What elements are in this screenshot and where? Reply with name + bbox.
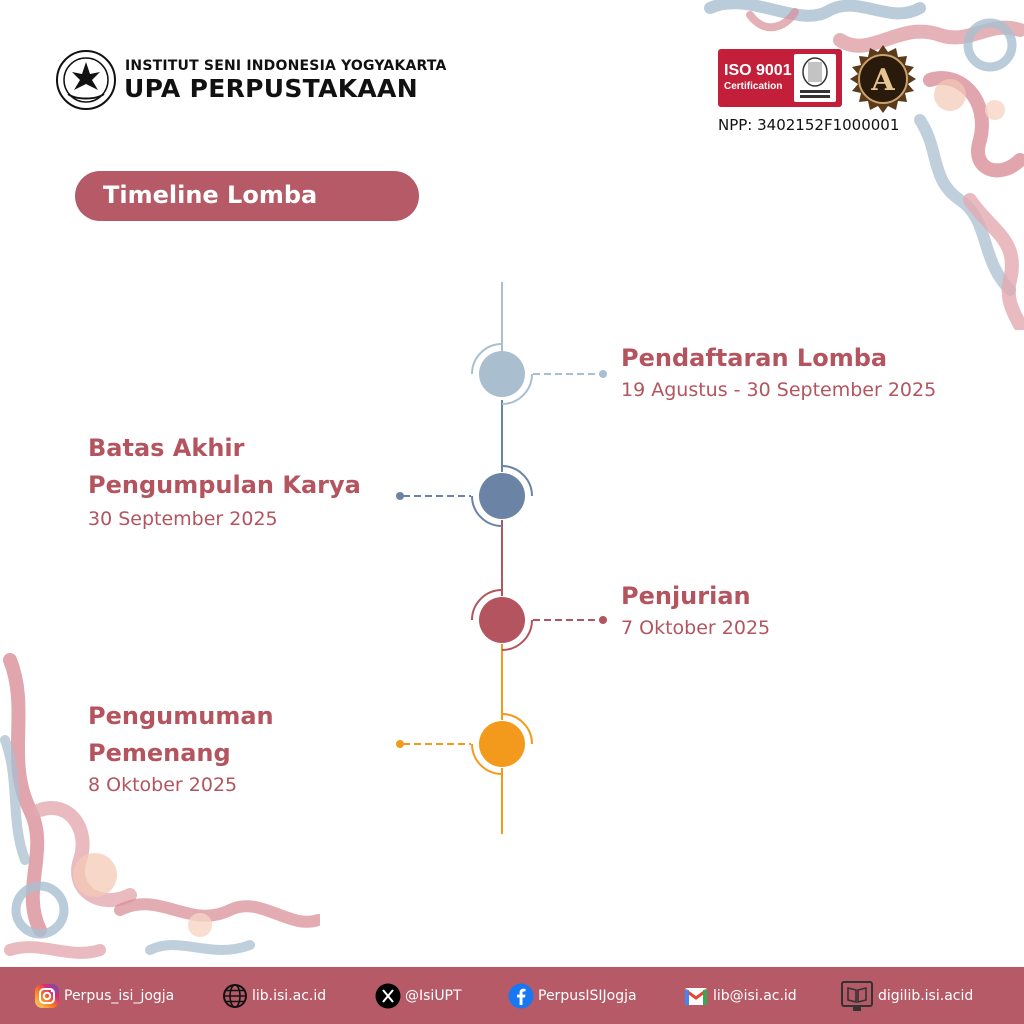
event-3-date: 7 Oktober 2025 <box>621 617 771 639</box>
instagram-handle: Perpus_isi_jogja <box>64 987 175 1004</box>
bureau-veritas-logo <box>794 54 836 102</box>
timeline-node-3 <box>472 590 607 650</box>
gmail-icon <box>683 983 709 1009</box>
event-2-date: 30 September 2025 <box>88 508 278 530</box>
event-2-title-line2: Pengumpulan Karya <box>88 471 361 499</box>
digital-library-icon <box>840 979 874 1013</box>
accreditation-grade: A <box>871 63 895 98</box>
digilib-url: digilib.isi.acid <box>878 987 974 1004</box>
x-handle: @IsiUPT <box>405 987 462 1004</box>
event-1-title: Pendaftaran Lomba <box>621 344 888 372</box>
footer-email[interactable] <box>683 967 797 1024</box>
footer-facebook[interactable] <box>508 967 637 1024</box>
facebook-icon <box>508 983 534 1009</box>
timeline-node-1 <box>472 344 607 404</box>
timeline-node-4 <box>396 714 532 774</box>
npp-number: NPP: 3402152F1000001 <box>718 116 900 134</box>
instagram-icon <box>34 983 60 1009</box>
event-2-title-line1: Batas Akhir <box>88 434 245 462</box>
event-4-date: 8 Oktober 2025 <box>88 774 238 796</box>
facebook-page: PerpusISIJogja <box>538 987 637 1004</box>
footer-website[interactable] <box>222 967 326 1024</box>
footer-digilib[interactable] <box>840 967 973 1024</box>
footer-x[interactable] <box>375 967 462 1024</box>
institution-logo <box>54 48 118 112</box>
iso-certification-badge <box>718 49 842 107</box>
page-title: Timeline Lomba <box>103 181 318 209</box>
title-pill <box>75 171 419 221</box>
timeline-node-2 <box>396 466 532 526</box>
website-url: lib.isi.ac.id <box>252 987 327 1004</box>
event-1-date: 19 Agustus - 30 September 2025 <box>621 379 937 401</box>
timeline-graphic <box>380 275 630 840</box>
footer-bar <box>0 967 1024 1024</box>
accreditation-seal <box>848 44 918 114</box>
x-logo-icon <box>375 983 401 1009</box>
event-4-title-line1: Pengumuman <box>88 702 274 730</box>
globe-icon <box>222 983 248 1009</box>
institution-name: INSTITUT SENI INDONESIA YOGYAKARTA <box>125 58 447 74</box>
event-4-title-line2: Pemenang <box>88 739 231 767</box>
event-3-title: Penjurian <box>621 582 751 610</box>
email-address: lib@isi.ac.id <box>713 987 797 1004</box>
unit-name: UPA PERPUSTAKAAN <box>124 74 418 103</box>
iso-title: ISO 9001 <box>724 62 792 79</box>
footer-instagram[interactable] <box>34 967 174 1024</box>
iso-subtitle: Certification <box>724 81 783 92</box>
